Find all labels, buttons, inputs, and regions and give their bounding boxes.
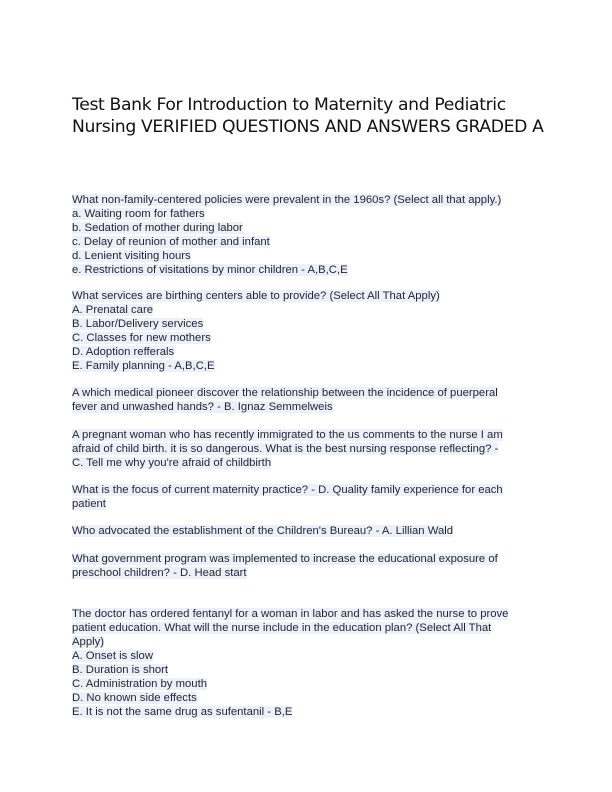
option-answer-line: E. Family planning - A,B,C,E — [72, 360, 215, 372]
qa-block-1960s-policies — [72, 193, 552, 277]
question-line: What services are birthing centers able to provide? (Select All That Apply) — [72, 290, 440, 302]
option-answer-line: E. It is not the same drug as sufentanil - B,E — [72, 706, 293, 718]
qa-block-maternity-focus — [72, 483, 552, 511]
option-line: a. Waiting room for fathers — [72, 208, 205, 220]
title-line: Test Bank For Introduction to Maternity and Pediatric — [72, 95, 506, 115]
option-line: c. Delay of reunion of mother and infant — [72, 236, 270, 248]
question-line: What non-family-centered policies were prevalent in the 1960s? (Select all that apply.) — [72, 194, 502, 206]
question-line: afraid of child birth. it is so dangerous. What is the best nursing response reflecting? - — [72, 443, 499, 455]
option-line: B. Labor/Delivery services — [72, 318, 204, 330]
question-line: What is the focus of current maternity practice? - D. Quality family experience for each — [72, 484, 503, 496]
title-line: Nursing VERIFIED QUESTIONS AND ANSWERS GRADED A — [72, 117, 544, 137]
question-line: A which medical pioneer discover the relationship between the incidence of puerperal — [72, 387, 498, 399]
question-line: A pregnant woman who has recently immigrated to the us comments to the nurse I am — [72, 429, 503, 441]
option-line: D. Adoption refferals — [72, 346, 175, 358]
question-line: The doctor has ordered fentanyl for a woman in labor and has asked the nurse to prove — [72, 608, 509, 620]
qa-block-birthing-centers — [72, 289, 552, 373]
question-line: What government program was implemented to increase the educational exposure of — [72, 553, 498, 565]
question-answer-line: Who advocated the establishment of the Children's Bureau? - A. Lillian Wald — [72, 525, 454, 537]
qa-block-pregnant-immigrant — [72, 428, 552, 470]
question-line: Apply) — [72, 636, 105, 648]
option-line: b. Sedation of mother during labor — [72, 222, 243, 234]
answer-line: preschool children? - D. Head start — [72, 567, 247, 579]
option-line: C. Administration by mouth — [72, 678, 207, 690]
question-line: patient education. What will the nurse include in the education plan? (Select All That — [72, 622, 492, 634]
option-line: B. Duration is short — [72, 664, 169, 676]
option-answer-line: e. Restrictions of visitations by minor children - A,B,C,E — [72, 264, 348, 276]
qa-block-fentanyl — [72, 607, 552, 719]
answer-line: C. Tell me why you're afraid of childbirth — [72, 457, 272, 469]
option-line: A. Prenatal care — [72, 304, 154, 316]
option-line: D. No known side effects — [72, 692, 197, 704]
document-title — [72, 94, 552, 138]
option-line: C. Classes for new mothers — [72, 332, 211, 344]
qa-block-medical-pioneer — [72, 386, 552, 414]
answer-line: fever and unwashed hands? - B. Ignaz Semmelweis — [72, 401, 333, 413]
qa-block-childrens-bureau — [72, 524, 552, 538]
answer-line: patient — [72, 498, 106, 510]
option-line: A. Onset is slow — [72, 650, 153, 662]
option-line: d. Lenient visiting hours — [72, 250, 191, 262]
qa-block-head-start — [72, 552, 552, 580]
